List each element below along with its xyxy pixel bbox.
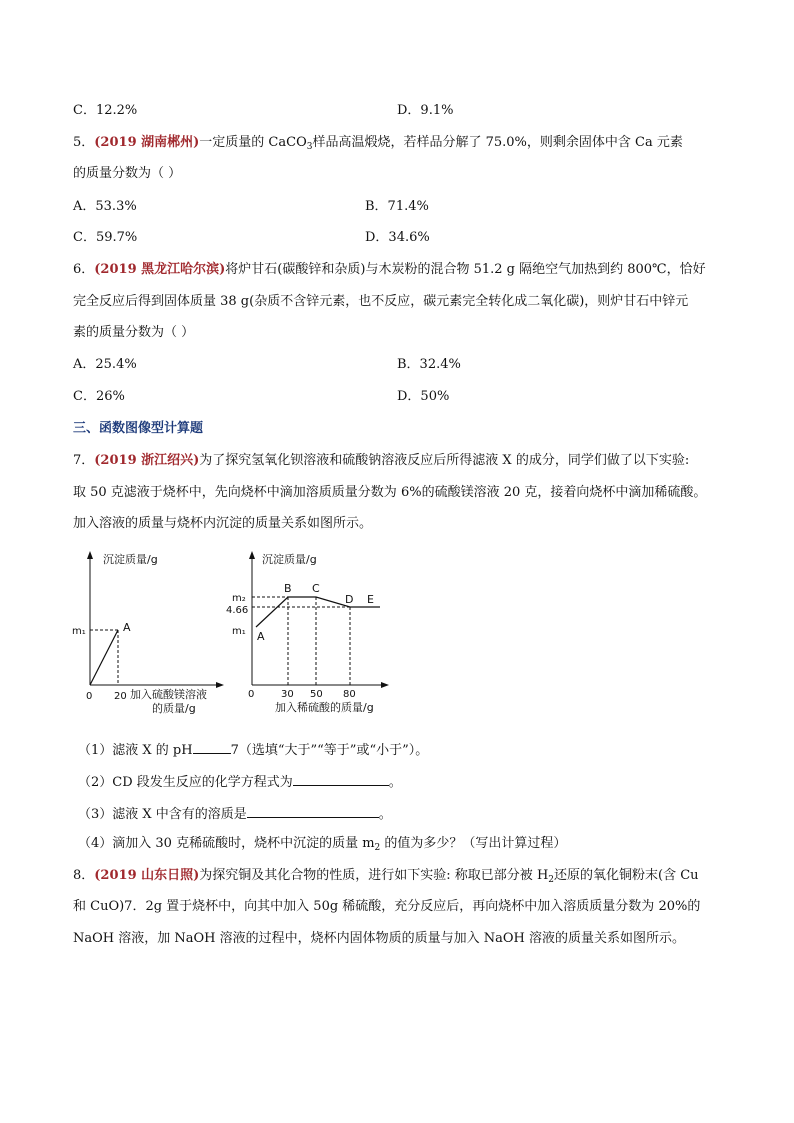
q4-option-d: D．9.1% — [397, 103, 454, 118]
chart-2-xtick-50: 50 — [310, 689, 323, 700]
q7-sub3 — [78, 804, 392, 823]
q5-number: 5． — [73, 135, 95, 150]
q7-stem-text: 为了探究氢氧化钡溶液和硫酸钠溶液反应后所得滤液 X 的成分，同学们做了以下实验: — [199, 453, 690, 468]
chart-2-x-arrow — [381, 682, 389, 688]
chart-2-xlabel: 加入稀硫酸的质量/g — [275, 701, 374, 714]
q7-sub4 — [78, 836, 566, 852]
chart-2-xtick-0: 0 — [248, 689, 255, 700]
chart-1-ylabel: 沉淀质量/g — [103, 553, 158, 566]
chart-1-ytick-m1: m₁ — [72, 626, 86, 637]
chart-2-ytick-466: 4.66 — [226, 605, 249, 616]
q4-option-c: C．12.2% — [73, 103, 138, 118]
chart-1-xtick-0: 0 — [86, 691, 93, 702]
q8-stem-text-b: 还原的氧化铜粉末(含 Cu — [554, 868, 699, 883]
q5-option-d: D．34.6% — [365, 230, 430, 245]
q5-option-a: A．53.3% — [73, 199, 137, 214]
q8-stem-text-a: 为探究铜及其化合物的性质，进行如下实验: 称取已部分被 H — [199, 868, 549, 883]
q5-stem-text-b: 样品高温煅烧，若样品分解了 75.0%，则剩余固体中含 Ca 元素 — [312, 135, 683, 150]
q6-number: 6． — [73, 262, 95, 277]
chart-1-y-arrow — [87, 551, 93, 559]
q6-stem — [73, 262, 706, 278]
q6-option-d: D．50% — [397, 389, 450, 404]
q7-sub1-blank[interactable] — [193, 740, 231, 754]
q7-figure — [70, 545, 400, 720]
q8-source: (2019 山东日照) — [94, 868, 200, 883]
chart-1-xtick-20: 20 — [114, 691, 127, 702]
chart-2-y-arrow — [249, 551, 255, 559]
q7-sub1-text-a: （1）滤液 X 的 pH — [78, 743, 193, 758]
q7-sub2-text-b: 。 — [388, 775, 402, 790]
q6-stem-line3: 素的质量分数为（ ） — [73, 325, 195, 340]
q6-option-c: C．26% — [73, 389, 125, 404]
q7-sub4-subscript: 2 — [374, 843, 381, 853]
q8-stem-subscript: 2 — [548, 875, 555, 885]
q8-stem-line2: 和 CuO)7．2g 置于烧杯中，向其中加入 50g 稀硫酸，充分反应后，再向烧杯中加入溶质质量分数为 20%的 — [73, 899, 701, 914]
q5-option-c: C．59.7% — [73, 230, 138, 245]
q5-stem-subscript: 3 — [306, 142, 313, 152]
chart-1-xlabel-line1: 加入硫酸镁溶液 — [130, 688, 207, 701]
chart-2 — [226, 551, 389, 714]
q5-stem-text-a: 一定质量的 CaCO — [199, 135, 307, 150]
chart-1-series-line — [90, 630, 118, 685]
chart-2-ylabel: 沉淀质量/g — [262, 553, 317, 566]
q8-stem-line3: NaOH 溶液，加 NaOH 溶液的过程中，烧杯内固体物质的质量与加入 NaOH 溶液的质量关系如图所示。 — [73, 931, 686, 946]
q6-option-b: B．32.4% — [397, 357, 461, 372]
q8-number: 8． — [73, 868, 95, 883]
q6-stem-line2: 完全反应后得到固体质量 38 g(杂质不含锌元素，也不反应，碳元素完全转化成二氧化碳)，则炉甘石中锌元 — [73, 294, 689, 309]
chart-2-point-e-label: E — [367, 593, 374, 606]
q7-number: 7． — [73, 453, 95, 468]
q6-source: (2019 黑龙江哈尔滨) — [94, 262, 226, 277]
q7-sub3-blank[interactable] — [247, 804, 379, 818]
q5-option-b: B．71.4% — [365, 199, 429, 214]
q7-stem-line2: 取 50 克滤液于烧杯中，先向烧杯中滴加溶质质量分数为 6%的硫酸镁溶液 20 克，接着向烧杯中滴加稀硫酸。 — [73, 485, 707, 500]
q7-sub2-text-a: （2）CD 段发生反应的化学方程式为 — [78, 775, 293, 790]
q7-sub4-text-a: （4）滴加入 30 克稀硫酸时，烧杯中沉淀的质量 m — [78, 836, 375, 851]
chart-1-x-arrow — [216, 682, 224, 688]
q6-option-a: A．25.4% — [73, 357, 137, 372]
q7-sub4-text-b: 的值为多少？（写出计算过程） — [380, 836, 567, 851]
q7-sub2-blank[interactable] — [293, 772, 389, 786]
q7-sub3-text-a: （3）滤液 X 中含有的溶质是 — [78, 807, 247, 822]
q5-source: (2019 湖南郴州) — [94, 135, 200, 150]
q5-stem — [73, 135, 683, 151]
q5-stem-line2: 的质量分数为（ ） — [73, 166, 182, 181]
chart-2-series-line — [256, 597, 380, 627]
chart-2-point-a-label: A — [257, 630, 265, 643]
q7-sub1 — [78, 740, 428, 759]
q7-stem-line3: 加入溶液的质量与烧杯内沉淀的质量关系如图所示。 — [73, 516, 373, 531]
chart-2-xtick-80: 80 — [343, 689, 356, 700]
chart-1-point-a-label: A — [123, 621, 131, 634]
chart-1-xlabel-line2: 的质量/g — [152, 702, 196, 715]
chart-2-ytick-m2: m₂ — [232, 593, 246, 604]
section-3-heading: 三、函数图像型计算题 — [73, 421, 204, 436]
q7-stem — [73, 453, 689, 469]
q7-source: (2019 浙江绍兴) — [94, 453, 200, 468]
chart-2-ytick-m1: m₁ — [232, 626, 246, 637]
chart-2-xtick-30: 30 — [281, 689, 294, 700]
chart-2-point-d-label: D — [345, 593, 354, 606]
q7-sub2 — [78, 772, 402, 791]
chart-2-point-b-label: B — [284, 582, 292, 595]
q7-sub1-text-b: 7（选填“大于”“等于”或“小于”）。 — [230, 743, 429, 758]
q6-stem-text: 将炉甘石(碳酸锌和杂质)与木炭粉的混合物 51.2 g 隔绝空气加热到约 800℃，恰好 — [225, 262, 706, 277]
q7-sub3-text-b: 。 — [378, 807, 392, 822]
q8-stem — [73, 868, 699, 884]
chart-2-point-c-label: C — [312, 582, 320, 595]
chart-1 — [72, 551, 224, 715]
